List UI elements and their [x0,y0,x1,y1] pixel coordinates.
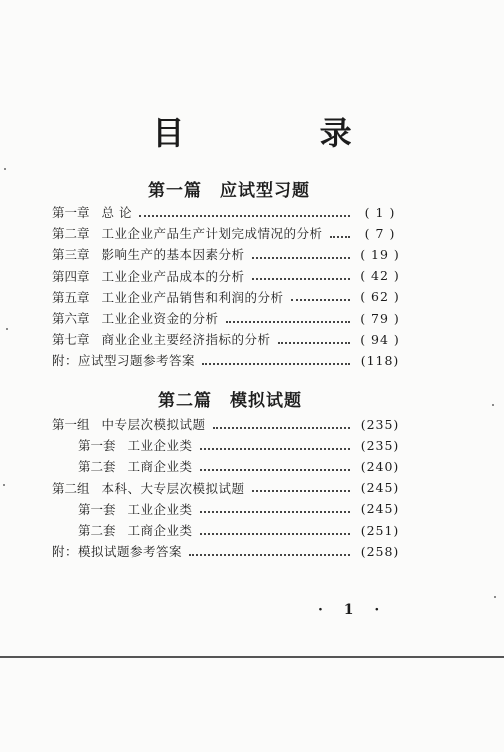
dot-leader [200,510,350,513]
toc-entry-title: 工商企业类 [127,523,193,538]
toc-entry-label [78,500,196,518]
toc-entry-page: (240) [360,458,400,474]
part-two-number: 第二篇 [158,391,212,411]
toc-entry [78,456,406,476]
toc-entry-page: (258) [360,543,400,559]
toc-entry-label [52,479,248,497]
toc-entry-title: 工业企业类 [127,501,193,517]
dot-leader [139,214,350,217]
toc-entry [52,350,406,370]
toc-entry-label [52,267,248,285]
toc-entry-label [52,288,287,306]
toc-entry-chapter: 第一章 [52,205,90,220]
toc-entry-chapter: 第七章 [52,332,90,348]
toc-entry-page: ( 19 ) [360,246,400,262]
bottom-rule [0,656,504,658]
toc-entry [52,223,406,243]
toc-entry-label [52,330,274,348]
toc-entry [52,478,406,498]
dot-leader [200,468,350,471]
toc-entry-title: 工业企业产品成本的分析 [101,268,245,284]
toc-entry [78,499,406,519]
toc-entry-page: ( 94 ) [360,331,400,347]
toc-entry-chapter: 第六章 [52,311,90,326]
toc-entry-title: 工业企业产品销售和利润的分析 [101,289,284,305]
toc-entry [78,520,406,540]
toc-entry-page: (251) [360,522,400,538]
toc-entry-title: 中专层次模拟试题 [101,417,206,432]
page-number: · 1 · [318,602,388,618]
part-one-number: 第一篇 [148,181,202,201]
toc-entry [52,541,406,561]
part-one-subtitle: 应试型习题 [220,181,310,201]
toc-entry-chapter: 第一套 [78,501,116,517]
part-two-heading [158,386,302,411]
toc-entry [52,414,406,434]
toc-entry-label [52,203,135,221]
toc-entry-label [52,245,248,263]
toc-entry-title: 附：应试型习题参考答案 [52,353,196,369]
toc-entry-label [52,224,326,242]
toc-entry-title: 附：模拟试题参考答案 [52,544,183,560]
dot-leader [291,298,350,301]
toc-entry-title: 影响生产的基本因素分析 [101,247,245,263]
toc-entry-page: (118) [360,352,400,368]
toc-entry-label [78,457,196,475]
toc-entry [52,329,406,349]
toc-entry-title: 商业企业主要经济指标的分析 [101,332,271,348]
toc-entry-chapter: 第四章 [52,268,90,284]
toc-entry-page: (235) [360,437,400,453]
part-one-heading [148,176,310,201]
toc-entry-chapter: 第二套 [78,459,116,475]
toc-entry-page: ( 7 ) [364,225,396,241]
toc-entry [52,287,406,307]
toc-entry [52,244,406,264]
dot-leader [252,489,350,492]
toc-entry-page: (235) [360,416,400,432]
toc-entry-page: ( 42 ) [360,268,400,284]
toc-entry-label [52,351,198,369]
dot-leader [202,362,350,365]
toc-entry-page: (245) [360,480,400,496]
toc-entry-chapter: 第一套 [78,438,116,454]
toc-entry-label [78,521,196,539]
toc-entry [52,308,406,328]
toc-entry-chapter: 第二套 [78,523,116,538]
dot-leader [278,341,350,344]
toc-entry-chapter: 第一组 [52,417,90,432]
toc-entry-page: ( 62 ) [360,289,400,305]
toc-entry-label [52,309,222,327]
toc-entry [52,266,406,286]
toc-entry-label [78,436,196,454]
dot-leader [200,447,350,450]
dot-leader [330,235,350,238]
dot-leader [200,532,350,535]
toc-entry-chapter: 第五章 [52,289,90,305]
part-two-subtitle: 模拟试题 [230,391,302,411]
page-title: 目 录 [152,114,414,152]
toc-entry-page: (245) [360,501,400,517]
toc-entry-title: 工业企业类 [127,438,193,454]
toc-entry-chapter: 第二章 [52,226,90,242]
toc-entry [52,202,406,222]
dot-leader [189,553,350,556]
toc-entry-page: ( 79 ) [360,310,400,326]
toc-entry-title: 本科、大专层次模拟试题 [101,480,245,496]
toc-entry-chapter: 第三章 [52,247,90,263]
dot-leader [252,277,350,280]
toc-entry-title: 总 论 [101,205,132,220]
toc-entry-page: ( 1 ) [364,204,396,220]
dot-leader [213,426,350,429]
toc-entry-title: 工业企业产品生产计划完成情况的分析 [101,226,323,242]
toc-entry-label [52,542,185,560]
dot-leader [252,256,350,259]
toc-entry-chapter: 第二组 [52,480,90,496]
dot-leader [226,320,350,323]
toc-entry [78,435,406,455]
toc-entry-title: 工业企业资金的分析 [101,311,219,326]
toc-entry-title: 工商企业类 [127,459,193,475]
toc-entry-label [52,415,209,433]
